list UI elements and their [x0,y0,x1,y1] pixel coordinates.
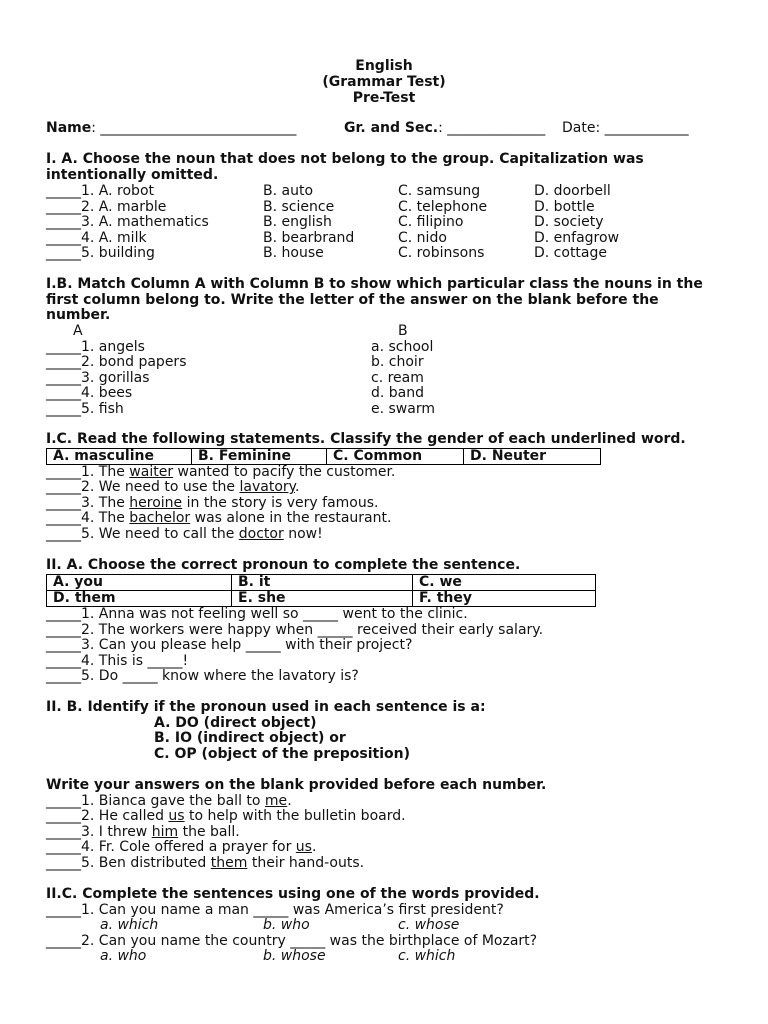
choice-c: C. filipino [398,214,464,230]
list-item: _____4. bees [46,385,133,401]
section-2b-instruction: Write your answers on the blank provided before each number. [46,777,547,793]
list-item: _____5. Do _____ know where the lavatory is? [46,668,359,684]
grade-field[interactable] [344,121,545,137]
list-item: _____1. Bianca gave the ball to me. [46,792,292,809]
name-blank: : ____________________________ [91,120,297,136]
choice-c: C. samsung [398,183,481,199]
match-option: c. ream [371,369,424,386]
choice-c: C. robinsons [398,245,485,261]
section-1a-title: I. A. Choose the noun that does not belong to the group. Capitalization was intentionally omitted. [46,151,644,183]
match-option: d. band [371,385,425,401]
choice-b: B. science [263,198,335,215]
list-item: _____2. bond papers [46,354,187,370]
pronoun-options-table [46,574,596,607]
choice-c: C. telephone [398,198,488,215]
choice-b: b. whose [263,948,326,964]
choice-d: D. bottle [534,198,595,215]
choice-d: D. doorbell [534,183,611,199]
match-option: e. swarm [371,400,435,417]
list-item: _____1. angels [46,338,145,355]
grade-blank: : ______________ [438,120,546,136]
choice-d: D. enfagrow [534,229,620,246]
date-field[interactable]: Date: ____________ [562,120,689,136]
choice-b: B. english [263,214,332,230]
option-cell: C. Common [327,449,464,465]
choice-c: c. which [398,948,456,964]
choice-do: A. DO (direct object) [154,714,317,731]
section-2a-title: II. A. Choose the correct pronoun to complete the sentence. [46,557,521,573]
choice-b: B. bearbrand [263,229,355,246]
list-item: _____4. A. milk [46,229,147,246]
list-item: _____2. We need to use the lavatory. [46,479,300,495]
section-2c-title: II.C. Complete the sentences using one of the words provided. [46,886,540,902]
option-cell: B. it [232,575,413,591]
section-1b-title: I.B. Match Column A with Column B to show which particular class the nouns in the first column belong to. Write the letter of the answer on the blank before the number. [46,276,703,323]
list-item: _____5. building [46,245,155,261]
choice-b: B. house [263,245,324,261]
list-item: _____3. The heroine in the story is very famous. [46,494,379,511]
column-a-header: A [73,323,83,339]
list-item: _____4. The bachelor was alone in the restaurant. [46,510,392,526]
list-item: _____1. Can you name a man _____ was America’s first president? [46,901,504,918]
choice-c: c. whose [398,917,460,933]
grade-label: Gr. and Sec. [344,120,439,136]
option-cell: D. them [47,591,232,607]
list-item: _____5. fish [46,400,124,417]
option-cell: E. she [232,591,413,607]
list-item: _____5. We need to call the doctor now! [46,525,323,542]
list-item: _____2. The workers were happy when _____ received their early salary. [46,621,544,638]
list-item: _____4. This is _____! [46,652,189,669]
list-item: _____5. Ben distributed them their hand-outs. [46,854,365,871]
section-1c-title: I.C. Read the following statements. Classify the gender of each underlined word. [46,431,686,447]
choice-b: b. who [263,917,310,933]
name-label: Name [46,120,92,136]
list-item: _____3. I threw him the ball. [46,823,240,840]
list-item: _____1. The waiter wanted to pacify the customer. [46,463,396,480]
choice-d: D. cottage [534,245,608,261]
column-b-header: B [398,323,408,339]
option-cell: A. you [47,575,232,591]
list-item: _____3. A. mathematics [46,214,209,230]
option-cell: D. Neuter [464,449,601,465]
match-option: b. choir [371,354,424,370]
list-item: _____1. A. robot [46,183,154,199]
name-field[interactable] [46,121,296,137]
choice-c: C. nido [398,229,447,246]
choice-d: D. society [534,214,604,230]
option-cell: A. masculine [47,449,192,465]
gender-options-table [46,448,601,465]
option-cell: F. they [413,591,596,607]
choice-a: a. who [100,948,147,964]
section-2b-title: II. B. Identify if the pronoun used in each sentence is a: [46,699,486,715]
match-option: a. school [371,338,434,355]
list-item: _____3. Can you please help _____ with their project? [46,637,413,653]
list-item: _____3. gorillas [46,369,150,386]
test-kind: Pre-Test [352,90,416,106]
list-item: _____1. Anna was not feeling well so _____ went to the clinic. [46,606,468,622]
list-item: _____2. He called us to help with the bulletin board. [46,808,406,824]
subject-title: English [355,58,413,74]
choice-op: C. OP (object of the preposition) [154,745,410,762]
option-cell: B. Feminine [192,449,327,465]
choice-a: a. which [100,917,159,933]
list-item: _____4. Fr. Cole offered a prayer for us. [46,839,317,855]
option-cell: C. we [413,575,596,591]
list-item: _____2. Can you name the country _____ was the birthplace of Mozart? [46,932,538,949]
choice-b: B. auto [263,183,314,199]
test-subtitle: (Grammar Test) [322,74,446,90]
choice-io: B. IO (indirect object) or [154,730,346,746]
list-item: _____2. A. marble [46,198,167,215]
